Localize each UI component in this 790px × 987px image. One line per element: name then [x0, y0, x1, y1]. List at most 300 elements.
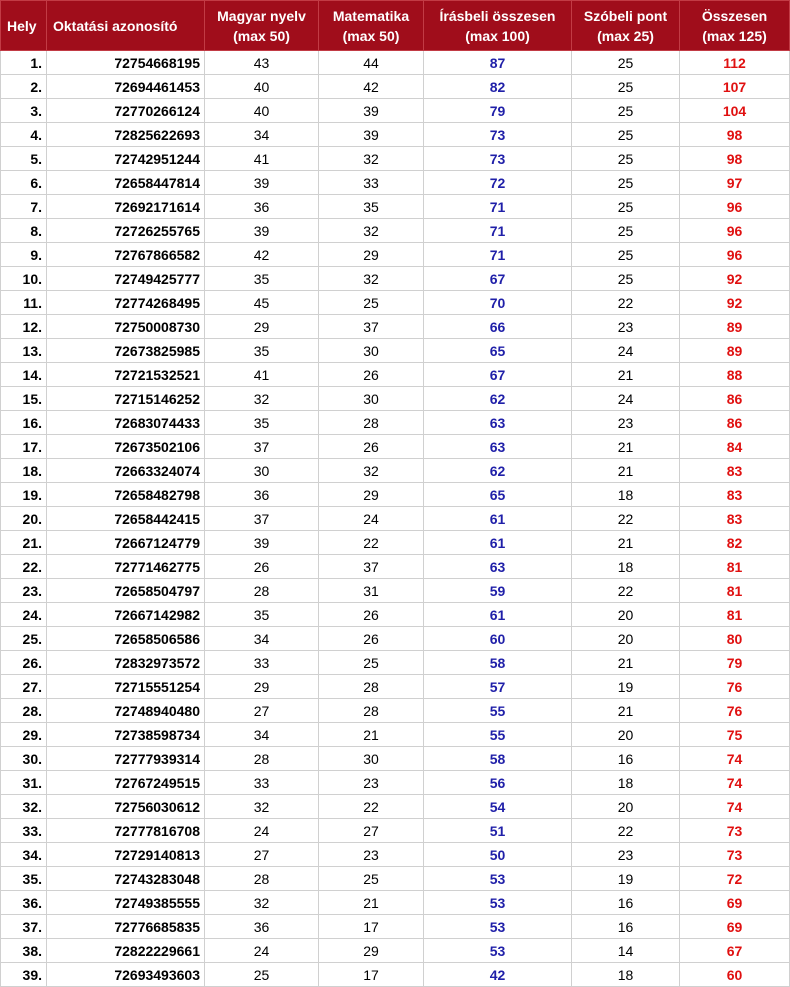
- hungarian-cell: 35: [205, 267, 319, 291]
- hungarian-cell: 34: [205, 723, 319, 747]
- rank-cell: 37.: [1, 915, 47, 939]
- written-total-cell: 58: [424, 651, 572, 675]
- math-cell: 29: [319, 939, 424, 963]
- math-cell: 25: [319, 867, 424, 891]
- grand-total-cell: 86: [680, 387, 790, 411]
- math-cell: 25: [319, 651, 424, 675]
- table-row: [1, 939, 790, 963]
- table-row: [1, 123, 790, 147]
- grand-total-cell: 69: [680, 915, 790, 939]
- table-row: [1, 723, 790, 747]
- written-total-cell: 71: [424, 243, 572, 267]
- written-total-cell: 82: [424, 75, 572, 99]
- rank-cell: 28.: [1, 699, 47, 723]
- oral-cell: 18: [572, 771, 680, 795]
- id-cell: 72658504797: [47, 579, 205, 603]
- grand-total-cell: 92: [680, 291, 790, 315]
- hungarian-cell: 32: [205, 891, 319, 915]
- math-cell: 26: [319, 435, 424, 459]
- rank-cell: 30.: [1, 747, 47, 771]
- written-total-cell: 55: [424, 699, 572, 723]
- hungarian-cell: 36: [205, 483, 319, 507]
- math-cell: 26: [319, 363, 424, 387]
- math-cell: 23: [319, 843, 424, 867]
- id-cell: 72776685835: [47, 915, 205, 939]
- rank-cell: 5.: [1, 147, 47, 171]
- hungarian-cell: 39: [205, 171, 319, 195]
- hungarian-cell: 36: [205, 915, 319, 939]
- oral-cell: 22: [572, 507, 680, 531]
- table-row: [1, 363, 790, 387]
- grand-total-cell: 81: [680, 579, 790, 603]
- oral-cell: 21: [572, 459, 680, 483]
- math-cell: 29: [319, 243, 424, 267]
- grand-total-cell: 112: [680, 51, 790, 75]
- id-cell: 72832973572: [47, 651, 205, 675]
- written-total-cell: 53: [424, 939, 572, 963]
- table-row: [1, 891, 790, 915]
- table-row: [1, 483, 790, 507]
- rank-cell: 23.: [1, 579, 47, 603]
- oral-cell: 16: [572, 915, 680, 939]
- oral-cell: 25: [572, 51, 680, 75]
- table-row: [1, 339, 790, 363]
- table-row: [1, 795, 790, 819]
- written-total-cell: 71: [424, 219, 572, 243]
- id-cell: 72673825985: [47, 339, 205, 363]
- grand-total-cell: 67: [680, 939, 790, 963]
- grand-total-cell: 74: [680, 771, 790, 795]
- id-cell: 72748940480: [47, 699, 205, 723]
- header-total: [680, 1, 790, 51]
- math-cell: 39: [319, 123, 424, 147]
- oral-cell: 21: [572, 531, 680, 555]
- written-total-cell: 51: [424, 819, 572, 843]
- table-row: [1, 699, 790, 723]
- hungarian-cell: 27: [205, 699, 319, 723]
- rank-cell: 35.: [1, 867, 47, 891]
- header-total-title: Összesen: [701, 7, 768, 24]
- rank-cell: 14.: [1, 363, 47, 387]
- rank-cell: 27.: [1, 675, 47, 699]
- grand-total-cell: 107: [680, 75, 790, 99]
- grand-total-cell: 76: [680, 699, 790, 723]
- math-cell: 25: [319, 291, 424, 315]
- header-rank: Hely: [1, 1, 47, 51]
- written-total-cell: 63: [424, 555, 572, 579]
- math-cell: 17: [319, 915, 424, 939]
- math-cell: 28: [319, 411, 424, 435]
- header-oral-title: Szóbeli pont: [583, 7, 668, 24]
- table-row: [1, 507, 790, 531]
- table-row: [1, 267, 790, 291]
- id-cell: 72715551254: [47, 675, 205, 699]
- table-row: [1, 771, 790, 795]
- grand-total-cell: 89: [680, 315, 790, 339]
- id-cell: 72692171614: [47, 195, 205, 219]
- grand-total-cell: 88: [680, 363, 790, 387]
- grand-total-cell: 81: [680, 555, 790, 579]
- hungarian-cell: 39: [205, 531, 319, 555]
- rank-cell: 29.: [1, 723, 47, 747]
- oral-cell: 25: [572, 171, 680, 195]
- written-total-cell: 56: [424, 771, 572, 795]
- oral-cell: 25: [572, 147, 680, 171]
- math-cell: 33: [319, 171, 424, 195]
- math-cell: 32: [319, 147, 424, 171]
- grand-total-cell: 92: [680, 267, 790, 291]
- rank-cell: 26.: [1, 651, 47, 675]
- header-oral-max: (max 25): [597, 27, 654, 44]
- oral-cell: 24: [572, 387, 680, 411]
- table-row: [1, 627, 790, 651]
- hungarian-cell: 41: [205, 147, 319, 171]
- id-cell: 72738598734: [47, 723, 205, 747]
- id-cell: 72667124779: [47, 531, 205, 555]
- math-cell: 42: [319, 75, 424, 99]
- rank-cell: 19.: [1, 483, 47, 507]
- header-hungarian-max: (max 50): [233, 27, 290, 44]
- math-cell: 22: [319, 531, 424, 555]
- grand-total-cell: 74: [680, 747, 790, 771]
- table-row: [1, 867, 790, 891]
- math-cell: 39: [319, 99, 424, 123]
- table-row: [1, 747, 790, 771]
- grand-total-cell: 82: [680, 531, 790, 555]
- hungarian-cell: 30: [205, 459, 319, 483]
- header-math-title: Matematika: [332, 7, 410, 24]
- written-total-cell: 61: [424, 507, 572, 531]
- table-row: [1, 963, 790, 987]
- oral-cell: 25: [572, 195, 680, 219]
- written-total-cell: 72: [424, 171, 572, 195]
- rank-cell: 17.: [1, 435, 47, 459]
- rank-cell: 10.: [1, 267, 47, 291]
- header-math-max: (max 50): [342, 27, 400, 44]
- hungarian-cell: 28: [205, 867, 319, 891]
- header-total-max: (max 125): [702, 27, 767, 44]
- table-row: [1, 531, 790, 555]
- table-row: [1, 75, 790, 99]
- grand-total-cell: 73: [680, 843, 790, 867]
- table-row: [1, 915, 790, 939]
- oral-cell: 22: [572, 291, 680, 315]
- grand-total-cell: 60: [680, 963, 790, 987]
- oral-cell: 25: [572, 243, 680, 267]
- grand-total-cell: 81: [680, 603, 790, 627]
- oral-cell: 18: [572, 555, 680, 579]
- hungarian-cell: 27: [205, 843, 319, 867]
- rank-cell: 1.: [1, 51, 47, 75]
- oral-cell: 24: [572, 339, 680, 363]
- hungarian-cell: 33: [205, 651, 319, 675]
- rank-cell: 6.: [1, 171, 47, 195]
- written-total-cell: 55: [424, 723, 572, 747]
- written-total-cell: 63: [424, 411, 572, 435]
- rank-cell: 21.: [1, 531, 47, 555]
- id-cell: 72658442415: [47, 507, 205, 531]
- table-row: [1, 555, 790, 579]
- oral-cell: 19: [572, 867, 680, 891]
- id-cell: 72777816708: [47, 819, 205, 843]
- table-row: [1, 651, 790, 675]
- header-row: [1, 1, 790, 51]
- oral-cell: 20: [572, 723, 680, 747]
- hungarian-cell: 29: [205, 315, 319, 339]
- written-total-cell: 62: [424, 387, 572, 411]
- oral-cell: 18: [572, 963, 680, 987]
- written-total-cell: 70: [424, 291, 572, 315]
- written-total-cell: 61: [424, 531, 572, 555]
- hungarian-cell: 29: [205, 675, 319, 699]
- hungarian-cell: 37: [205, 507, 319, 531]
- hungarian-cell: 32: [205, 387, 319, 411]
- hungarian-cell: 24: [205, 939, 319, 963]
- id-cell: 72658447814: [47, 171, 205, 195]
- oral-cell: 20: [572, 603, 680, 627]
- table-row: [1, 435, 790, 459]
- hungarian-cell: 36: [205, 195, 319, 219]
- oral-cell: 21: [572, 651, 680, 675]
- written-total-cell: 67: [424, 267, 572, 291]
- id-cell: 72721532521: [47, 363, 205, 387]
- rank-cell: 31.: [1, 771, 47, 795]
- rank-cell: 13.: [1, 339, 47, 363]
- oral-cell: 25: [572, 219, 680, 243]
- rank-cell: 18.: [1, 459, 47, 483]
- rank-cell: 33.: [1, 819, 47, 843]
- grand-total-cell: 83: [680, 507, 790, 531]
- math-cell: 21: [319, 891, 424, 915]
- math-cell: 24: [319, 507, 424, 531]
- oral-cell: 25: [572, 75, 680, 99]
- rank-cell: 3.: [1, 99, 47, 123]
- id-cell: 72742951244: [47, 147, 205, 171]
- oral-cell: 21: [572, 435, 680, 459]
- table-row: [1, 603, 790, 627]
- table-row: [1, 579, 790, 603]
- written-total-cell: 73: [424, 147, 572, 171]
- grand-total-cell: 73: [680, 819, 790, 843]
- math-cell: 30: [319, 747, 424, 771]
- grand-total-cell: 72: [680, 867, 790, 891]
- written-total-cell: 87: [424, 51, 572, 75]
- id-cell: 72777939314: [47, 747, 205, 771]
- table-row: [1, 195, 790, 219]
- id-cell: 72694461453: [47, 75, 205, 99]
- math-cell: 23: [319, 771, 424, 795]
- math-cell: 30: [319, 387, 424, 411]
- header-written: [424, 1, 572, 51]
- grand-total-cell: 83: [680, 483, 790, 507]
- rank-cell: 7.: [1, 195, 47, 219]
- id-cell: 72667142982: [47, 603, 205, 627]
- id-cell: 72754668195: [47, 51, 205, 75]
- rank-cell: 12.: [1, 315, 47, 339]
- grand-total-cell: 74: [680, 795, 790, 819]
- hungarian-cell: 34: [205, 123, 319, 147]
- id-cell: 72774268495: [47, 291, 205, 315]
- written-total-cell: 58: [424, 747, 572, 771]
- oral-cell: 19: [572, 675, 680, 699]
- id-cell: 72729140813: [47, 843, 205, 867]
- id-cell: 72771462775: [47, 555, 205, 579]
- id-cell: 72770266124: [47, 99, 205, 123]
- rank-cell: 2.: [1, 75, 47, 99]
- rank-cell: 39.: [1, 963, 47, 987]
- rank-cell: 15.: [1, 387, 47, 411]
- id-cell: 72663324074: [47, 459, 205, 483]
- oral-cell: 22: [572, 579, 680, 603]
- oral-cell: 21: [572, 363, 680, 387]
- math-cell: 28: [319, 699, 424, 723]
- hungarian-cell: 37: [205, 435, 319, 459]
- grand-total-cell: 75: [680, 723, 790, 747]
- hungarian-cell: 34: [205, 627, 319, 651]
- id-cell: 72693493603: [47, 963, 205, 987]
- table-row: [1, 219, 790, 243]
- oral-cell: 25: [572, 267, 680, 291]
- written-total-cell: 65: [424, 483, 572, 507]
- table-body: [1, 51, 790, 987]
- table-row: [1, 675, 790, 699]
- grand-total-cell: 97: [680, 171, 790, 195]
- written-total-cell: 53: [424, 867, 572, 891]
- hungarian-cell: 35: [205, 339, 319, 363]
- oral-cell: 18: [572, 483, 680, 507]
- oral-cell: 25: [572, 123, 680, 147]
- rank-cell: 22.: [1, 555, 47, 579]
- grand-total-cell: 79: [680, 651, 790, 675]
- id-cell: 72743283048: [47, 867, 205, 891]
- oral-cell: 16: [572, 747, 680, 771]
- oral-cell: 20: [572, 627, 680, 651]
- written-total-cell: 57: [424, 675, 572, 699]
- math-cell: 37: [319, 315, 424, 339]
- table-row: [1, 315, 790, 339]
- hungarian-cell: 41: [205, 363, 319, 387]
- oral-cell: 23: [572, 843, 680, 867]
- written-total-cell: 71: [424, 195, 572, 219]
- math-cell: 29: [319, 483, 424, 507]
- math-cell: 27: [319, 819, 424, 843]
- oral-cell: 21: [572, 699, 680, 723]
- grand-total-cell: 98: [680, 123, 790, 147]
- rank-cell: 4.: [1, 123, 47, 147]
- rank-cell: 20.: [1, 507, 47, 531]
- grand-total-cell: 83: [680, 459, 790, 483]
- oral-cell: 14: [572, 939, 680, 963]
- oral-cell: 16: [572, 891, 680, 915]
- table-row: [1, 411, 790, 435]
- math-cell: 26: [319, 627, 424, 651]
- hungarian-cell: 28: [205, 747, 319, 771]
- grand-total-cell: 84: [680, 435, 790, 459]
- written-total-cell: 62: [424, 459, 572, 483]
- table-row: [1, 51, 790, 75]
- math-cell: 30: [319, 339, 424, 363]
- id-cell: 72825622693: [47, 123, 205, 147]
- rank-cell: 38.: [1, 939, 47, 963]
- header-id: Oktatási azonosító: [47, 1, 205, 51]
- written-total-cell: 60: [424, 627, 572, 651]
- hungarian-cell: 26: [205, 555, 319, 579]
- rank-cell: 36.: [1, 891, 47, 915]
- id-cell: 72750008730: [47, 315, 205, 339]
- header-hungarian-title: Magyar nyelv: [217, 7, 306, 24]
- hungarian-cell: 40: [205, 75, 319, 99]
- hungarian-cell: 40: [205, 99, 319, 123]
- hungarian-cell: 42: [205, 243, 319, 267]
- written-total-cell: 50: [424, 843, 572, 867]
- grand-total-cell: 89: [680, 339, 790, 363]
- id-cell: 72658506586: [47, 627, 205, 651]
- written-total-cell: 54: [424, 795, 572, 819]
- header-hungarian: [205, 1, 319, 51]
- hungarian-cell: 25: [205, 963, 319, 987]
- math-cell: 26: [319, 603, 424, 627]
- rank-cell: 32.: [1, 795, 47, 819]
- id-cell: 72756030612: [47, 795, 205, 819]
- hungarian-cell: 33: [205, 771, 319, 795]
- math-cell: 32: [319, 267, 424, 291]
- table-row: [1, 387, 790, 411]
- written-total-cell: 53: [424, 891, 572, 915]
- id-cell: 72673502106: [47, 435, 205, 459]
- math-cell: 17: [319, 963, 424, 987]
- id-cell: 72715146252: [47, 387, 205, 411]
- math-cell: 32: [319, 459, 424, 483]
- hungarian-cell: 45: [205, 291, 319, 315]
- rank-cell: 11.: [1, 291, 47, 315]
- rank-cell: 24.: [1, 603, 47, 627]
- id-cell: 72658482798: [47, 483, 205, 507]
- grand-total-cell: 80: [680, 627, 790, 651]
- id-cell: 72767249515: [47, 771, 205, 795]
- id-cell: 72683074433: [47, 411, 205, 435]
- hungarian-cell: 32: [205, 795, 319, 819]
- id-cell: 72749425777: [47, 267, 205, 291]
- grand-total-cell: 69: [680, 891, 790, 915]
- header-written-title: Írásbeli összesen: [439, 7, 556, 24]
- grand-total-cell: 96: [680, 195, 790, 219]
- grand-total-cell: 86: [680, 411, 790, 435]
- written-total-cell: 66: [424, 315, 572, 339]
- hungarian-cell: 35: [205, 603, 319, 627]
- grand-total-cell: 104: [680, 99, 790, 123]
- rank-cell: 8.: [1, 219, 47, 243]
- hungarian-cell: 43: [205, 51, 319, 75]
- header-math: [319, 1, 424, 51]
- id-cell: 72749385555: [47, 891, 205, 915]
- oral-cell: 20: [572, 795, 680, 819]
- oral-cell: 23: [572, 411, 680, 435]
- table-row: [1, 459, 790, 483]
- id-cell: 72726255765: [47, 219, 205, 243]
- written-total-cell: 67: [424, 363, 572, 387]
- written-total-cell: 42: [424, 963, 572, 987]
- rank-cell: 25.: [1, 627, 47, 651]
- rank-cell: 34.: [1, 843, 47, 867]
- math-cell: 44: [319, 51, 424, 75]
- math-cell: 35: [319, 195, 424, 219]
- written-total-cell: 73: [424, 123, 572, 147]
- written-total-cell: 61: [424, 603, 572, 627]
- oral-cell: 25: [572, 99, 680, 123]
- table-row: [1, 819, 790, 843]
- id-cell: 72767866582: [47, 243, 205, 267]
- grand-total-cell: 98: [680, 147, 790, 171]
